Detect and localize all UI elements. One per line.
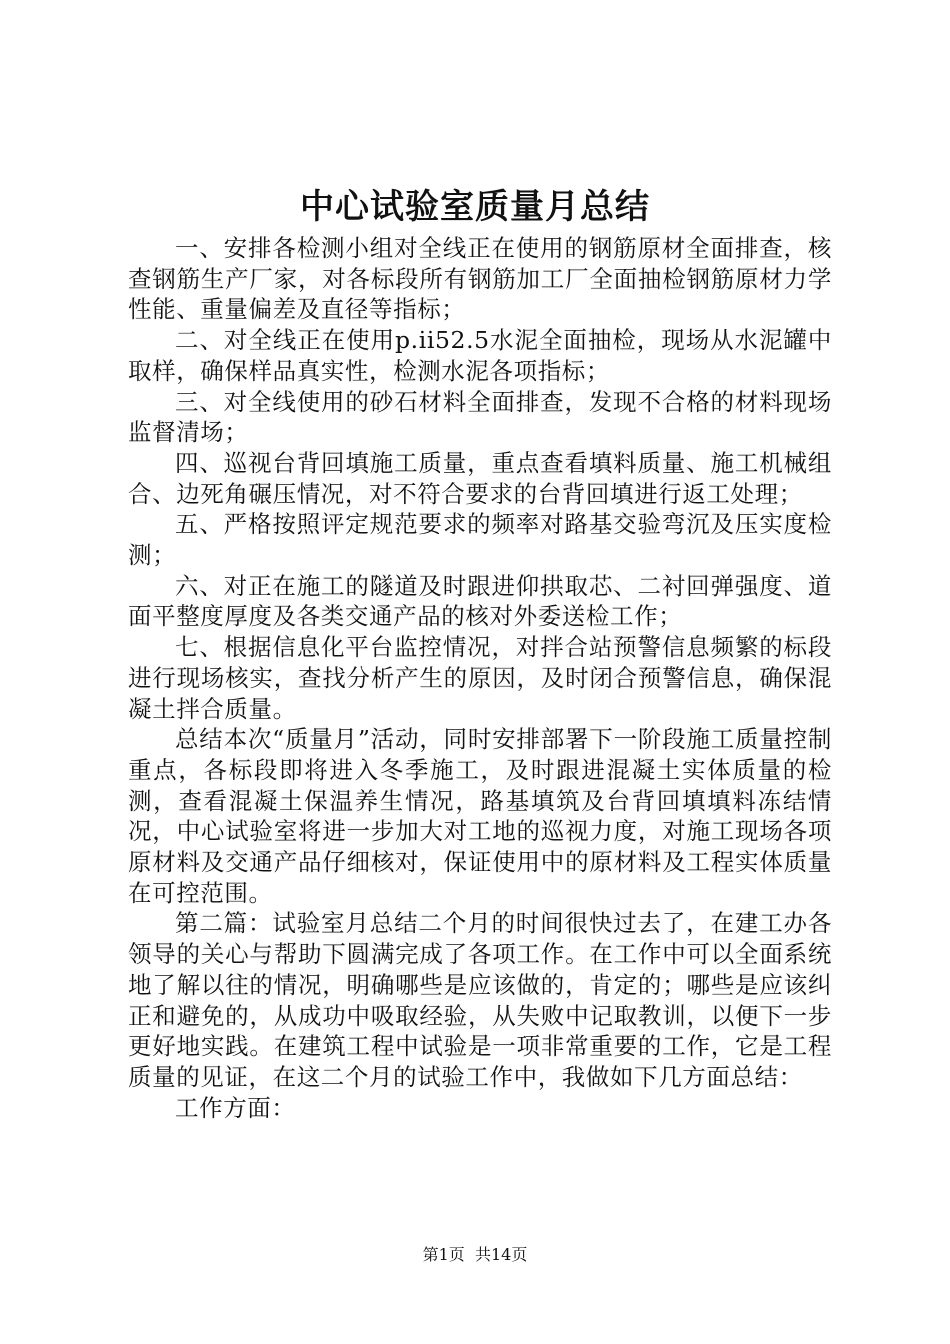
second-article-paragraph: 第二篇：试验室月总结二个月的时间很快过去了，在建工办各领导的关心与帮助下圆满完成了各项工作。在工作中可以全面系统地了解以往的情况，明确哪些是应该做的，肯定的；哪些是应该纠正和避免的，从成功中吸取经验，从失败中记取教训，以便下一步更好地实践。在建筑工程中试验是一项非常重要的工作，它是工程质量的见证，在这二个月的试验工作中，我做如下几方面总结：: [128, 909, 832, 1091]
work-aspect-heading: 工作方面：: [175, 1093, 296, 1122]
paragraph-item-1: 一、安排各检测小组对全线正在使用的钢筋原材全面排查，核查钢筋生产厂家，对各标段所有钢筋加工厂全面抽检钢筋原材力学性能、重量偏差及直径等指标；: [128, 234, 832, 324]
summary-paragraph: 总结本次“质量月”活动，同时安排部署下一阶段施工质量控制重点，各标段即将进入冬季施工，及时跟进混凝土实体质量的检测，查看混凝土保温养生情况，路基填筑及台背回填填料冻结情况，中心试验室将进一步加大对工地的巡视力度，对施工现场各项原材料及交通产品仔细核对，保证使用中的原材料及工程实体质量在可控范围。: [128, 725, 832, 907]
paragraph-item-7: 七、根据信息化平台监控情况，对拌合站预警信息频繁的标段进行现场核实，查找分析产生的原因，及时闭合预警信息，确保混凝土拌合质量。: [128, 633, 832, 723]
paragraph-item-3: 三、对全线使用的砂石材料全面排查，发现不合格的材料现场监督清场；: [128, 387, 832, 447]
paragraph-item-5: 五、严格按照评定规范要求的频率对路基交验弯沉及压实度检测；: [128, 510, 832, 570]
page-total: 共14页: [474, 1245, 528, 1264]
document-body: [128, 233, 832, 1123]
page-footer: [0, 1244, 950, 1266]
page-number: 第1页: [422, 1245, 465, 1264]
footer-separator: [465, 1245, 475, 1264]
paragraph-item-2: 二、对全线正在使用p.ii52.5水泥全面抽检，现场从水泥罐中取样，确保样品真实性，检测水泥各项指标；: [128, 326, 832, 385]
paragraph-item-6: 六、对正在施工的隧道及时跟进仰拱取芯、二衬回弹强度、道面平整度厚度及各类交通产品的核对外委送检工作；: [128, 571, 832, 631]
document-title: 中心试验室质量月总结: [300, 187, 650, 227]
paragraph-item-4: 四、巡视台背回填施工质量，重点查看填料质量、施工机械组合、边死角碾压情况，对不符合要求的台背回填进行返工处理；: [128, 448, 832, 508]
